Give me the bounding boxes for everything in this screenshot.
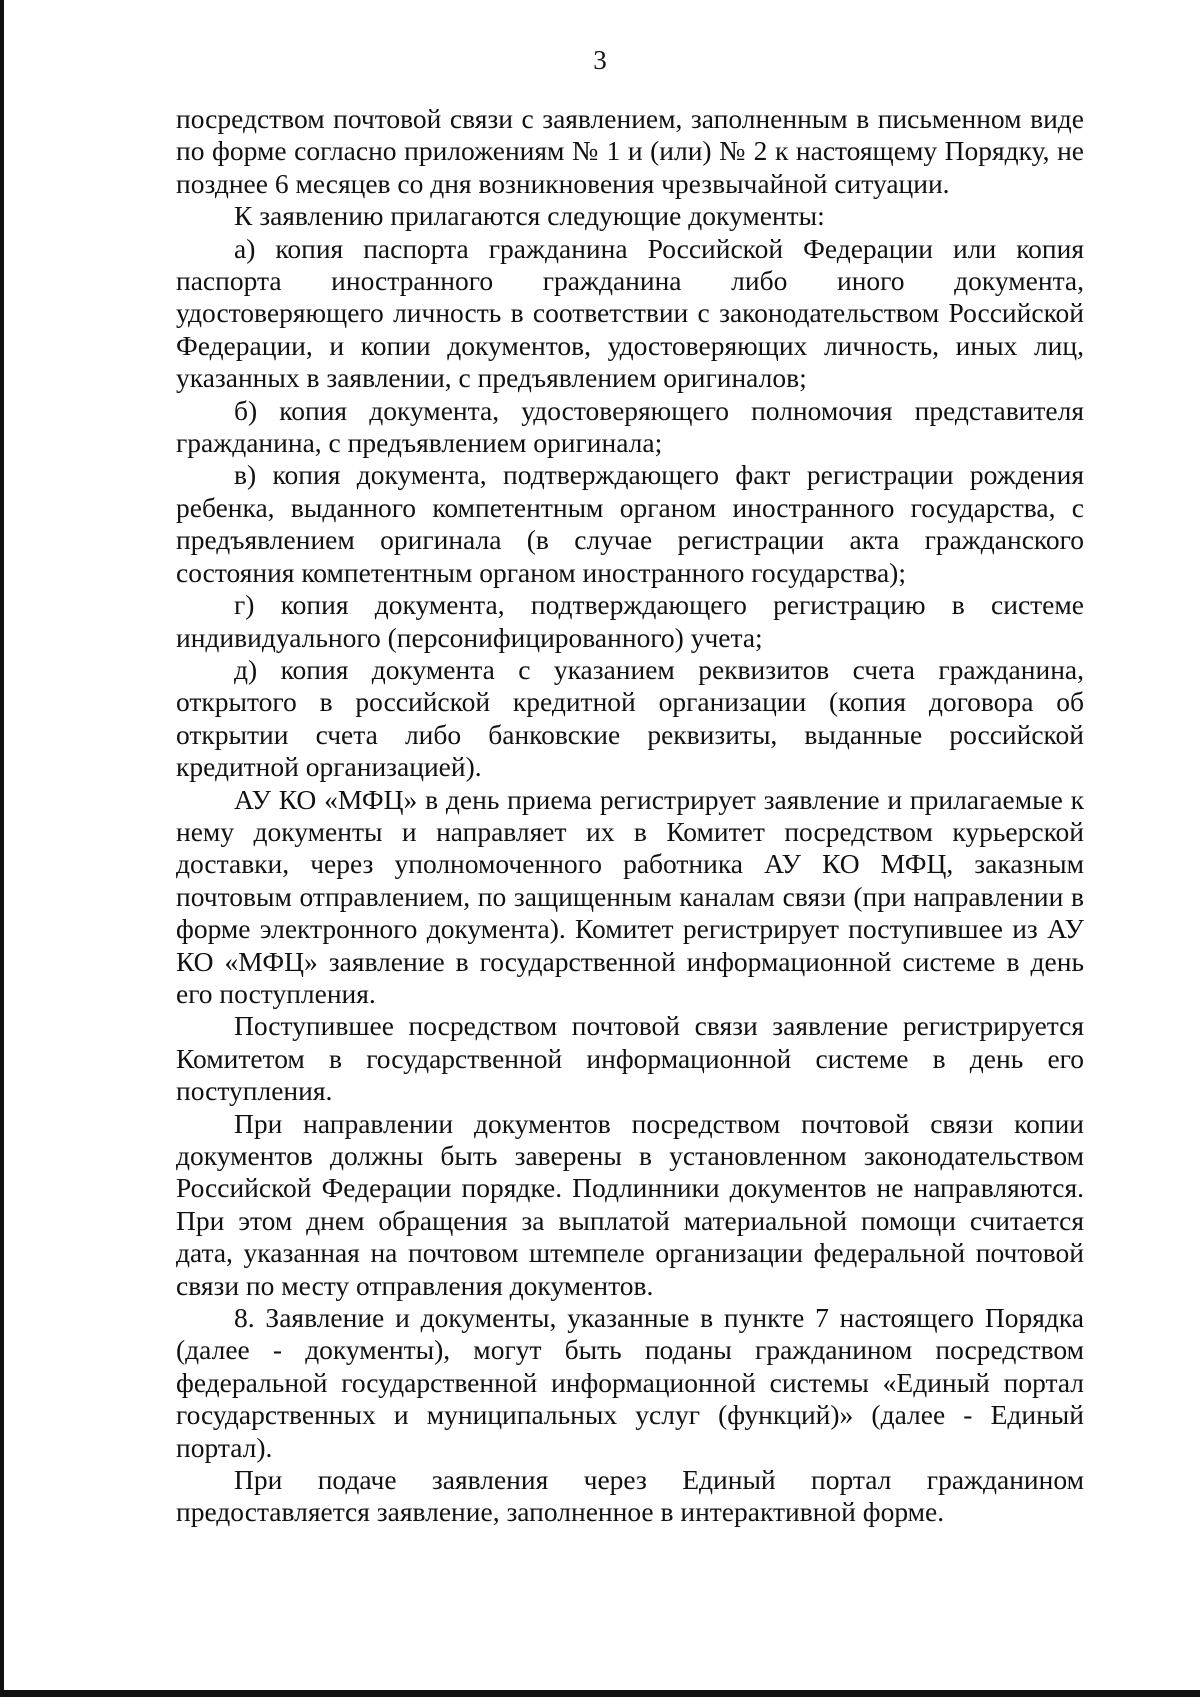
scan-edge-left: [0, 0, 4, 1697]
page-number: 3: [593, 45, 607, 75]
paragraph-continuation: посредством почтовой связи с заявлением, заполненным в письменном виде по форме согласно приложениям № 1 и (или) № 2 к настоящему Порядку, не позднее 6 месяцев со дня возникновения чрезвычайной ситуации.: [176, 103, 1084, 199]
paragraph-portal-submission: При подаче заявления через Единый портал гражданином предоставляется заявление, заполненное в интерактивной форме.: [176, 1464, 1084, 1528]
list-item-v: в) копия документа, подтверждающего факт регистрации рождения ребенка, выданного компетентным органом иностранного государства, с предъявлением оригинала (в случае регистрации акта гражданского состояния компетентным органом иностранного государства);: [176, 459, 1084, 588]
document-body: [176, 103, 1084, 1529]
list-item-b: б) копия документа, удостоверяющего полномочия представителя гражданина, с предъявлением оригинала;: [176, 394, 1084, 459]
paragraph-postal-registration: Поступившее посредством почтовой связи заявление регистрируется Комитетом в государственной информационной системе в день его поступления.: [176, 1010, 1084, 1107]
paragraph-point-8: 8. Заявление и документы, указанные в пункте 7 настоящего Порядка (далее - документы), могут быть поданы гражданином посредством федеральной государственной информационной системы «Единый портал государственных и муниципальных услуг (функций)» (далее - Единый портал).: [176, 1302, 1084, 1463]
paragraph-attachments-intro: К заявлению прилагаются следующие документы:: [234, 200, 825, 232]
paragraph-postal-copies: При направлении документов посредством почтовой связи копии документов должны быть заверены в установленном законодательством Российской Федерации порядке. Подлинники документов не направляются. При этом днем обращения за выплатой материальной помощи считается дата, указанная на почтовом штемпеле организации федеральной почтовой связи по месту отправления документов.: [176, 1107, 1084, 1301]
list-item-d: д) копия документа с указанием реквизитов счета гражданина, открытого в российской кредитной организации (копия договора об открытии счета либо банковские реквизиты, выданные российской кредитной организацией).: [176, 653, 1084, 783]
list-item-a: а) копия паспорта гражданина Российской Федерации или копия паспорта иностранного гражданина либо иного документа, удостоверяющего личность в соответствии с законодательством Российской Федерации, и копии документов, удостоверяющих личность, иных лиц, указанных в заявлении, с предъявлением оригиналов;: [176, 232, 1084, 394]
scan-edge-bottom: [0, 1690, 1200, 1697]
list-item-g: г) копия документа, подтверждающего регистрацию в системе индивидуального (персонифицированного) учета;: [176, 589, 1084, 653]
paragraph-mfc-registration: АУ КО «МФЦ» в день приема регистрирует заявление и прилагаемые к нему документы и направляет их в Комитет посредством курьерской доставки, через уполномоченного работника АУ КО МФЦ, заказным почтовым отправлением, по защищенным каналам связи (при направлении в форме электронного документа). Комитет регистрирует поступившее из АУ КО «МФЦ» заявление в государственной информационной системе в день его поступления.: [176, 783, 1084, 1009]
